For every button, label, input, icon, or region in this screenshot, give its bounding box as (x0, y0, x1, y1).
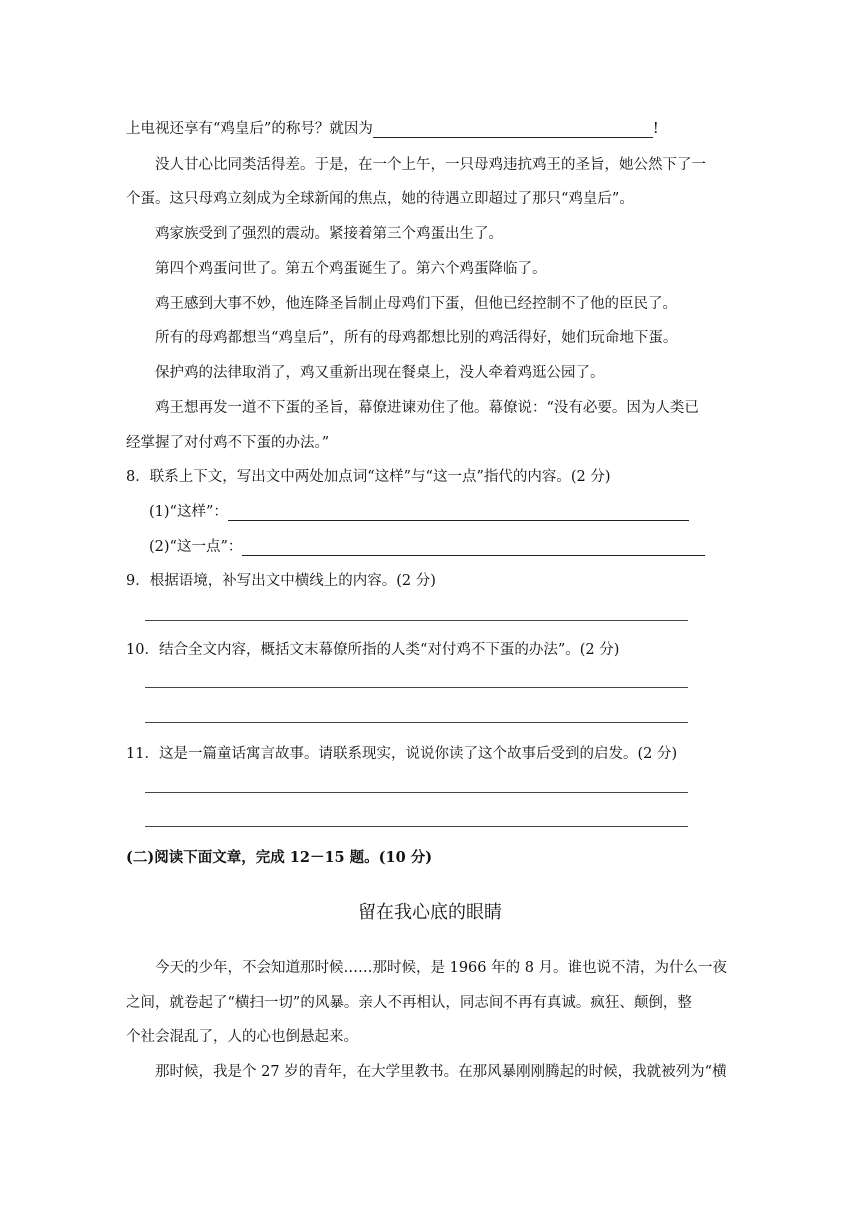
answer-11-line-2[interactable] (145, 826, 688, 827)
question-8-2-label: (2)“这一点”： (149, 539, 243, 555)
section-2-heading: (二)阅读下面文章，完成 12－15 题。(10 分) (126, 849, 433, 866)
story-p2: 鸡家族受到了强烈的震动。紧接着第三个鸡蛋出生了。 (155, 226, 503, 242)
answer-10-line-2[interactable] (145, 722, 688, 723)
question-8-1-label: (1)“这样”： (149, 504, 228, 520)
question-8-2 (149, 535, 860, 556)
question-8-1 (149, 500, 860, 521)
question-11: 11．这是一篇童话寓言故事。请联系现实，说说你读了这个故事后受到的启发。(2 分) (126, 746, 678, 762)
answer-8-2-blank[interactable] (242, 541, 705, 556)
story-p7a: 鸡王想再发一道不下蛋的圣旨，幕僚进谏劝住了他。幕僚说：“没有必要。因为人类已 (155, 400, 699, 416)
article-p2a: 那时候，我是个 27 岁的青年，在大学里教书。在那风暴刚刚腾起的时候，我就被列为“横 (155, 1064, 727, 1080)
answer-9-line[interactable] (145, 620, 688, 621)
article-p1c: 个社会混乱了，人的心也倒悬起来。 (126, 1029, 358, 1045)
story-p1a: 没人甘心比同类活得差。于是，在一个上午，一只母鸡违抗鸡王的圣旨，她公然下了一 (155, 157, 706, 173)
answer-10-line-1[interactable] (145, 687, 688, 688)
story-p0: 上电视还享有“鸡皇后”的称号？就因为 (126, 121, 373, 137)
story-p5: 所有的母鸡都想当“鸡皇后”，所有的母鸡都想比别的鸡活得好，她们玩命地下蛋。 (155, 330, 678, 346)
article-p1a: 今天的少年，不会知道那时候……那时候，是 1966 年的 8 月。谁也说不清，为什么一夜 (155, 960, 728, 976)
answer-11-line-1[interactable] (145, 792, 688, 793)
story-p0-end: ! (652, 121, 659, 137)
question-8: 8．联系上下文，写出文中两处加点词“这样”与“这一点”指代的内容。(2 分) (126, 469, 611, 485)
article-title: 留在我心底的眼睛 (358, 902, 502, 923)
question-10: 10．结合全文内容，概括文末幕僚所指的人类“对付鸡不下蛋的办法”。(2 分) (126, 642, 620, 658)
article-p1b: 之间，就卷起了“横扫一切”的风暴。亲人不再相认，同志间不再有真诚。疯狂、颠倒，整 (126, 995, 692, 1011)
story-p4: 鸡王感到大事不妙，他连降圣旨制止母鸡们下蛋，但他已经控制不了他的臣民了。 (155, 296, 677, 312)
story-p6: 保护鸡的法律取消了，鸡又重新出现在餐桌上，没人牵着鸡逛公园了。 (155, 365, 605, 381)
fill-blank[interactable] (373, 123, 653, 138)
story-p7b: 经掌握了对付鸡不下蛋的办法。” (126, 435, 330, 451)
story-p3: 第四个鸡蛋问世了。第五个鸡蛋诞生了。第六个鸡蛋降临了。 (155, 261, 547, 277)
story-p1b: 个蛋。这只母鸡立刻成为全球新闻的焦点，她的待遇立即超过了那只“鸡皇后”。 (126, 191, 634, 207)
story-line (126, 117, 860, 138)
question-9: 9．根据语境，补写出文中横线上的内容。(2 分) (126, 573, 436, 589)
answer-8-1-blank[interactable] (228, 506, 689, 521)
